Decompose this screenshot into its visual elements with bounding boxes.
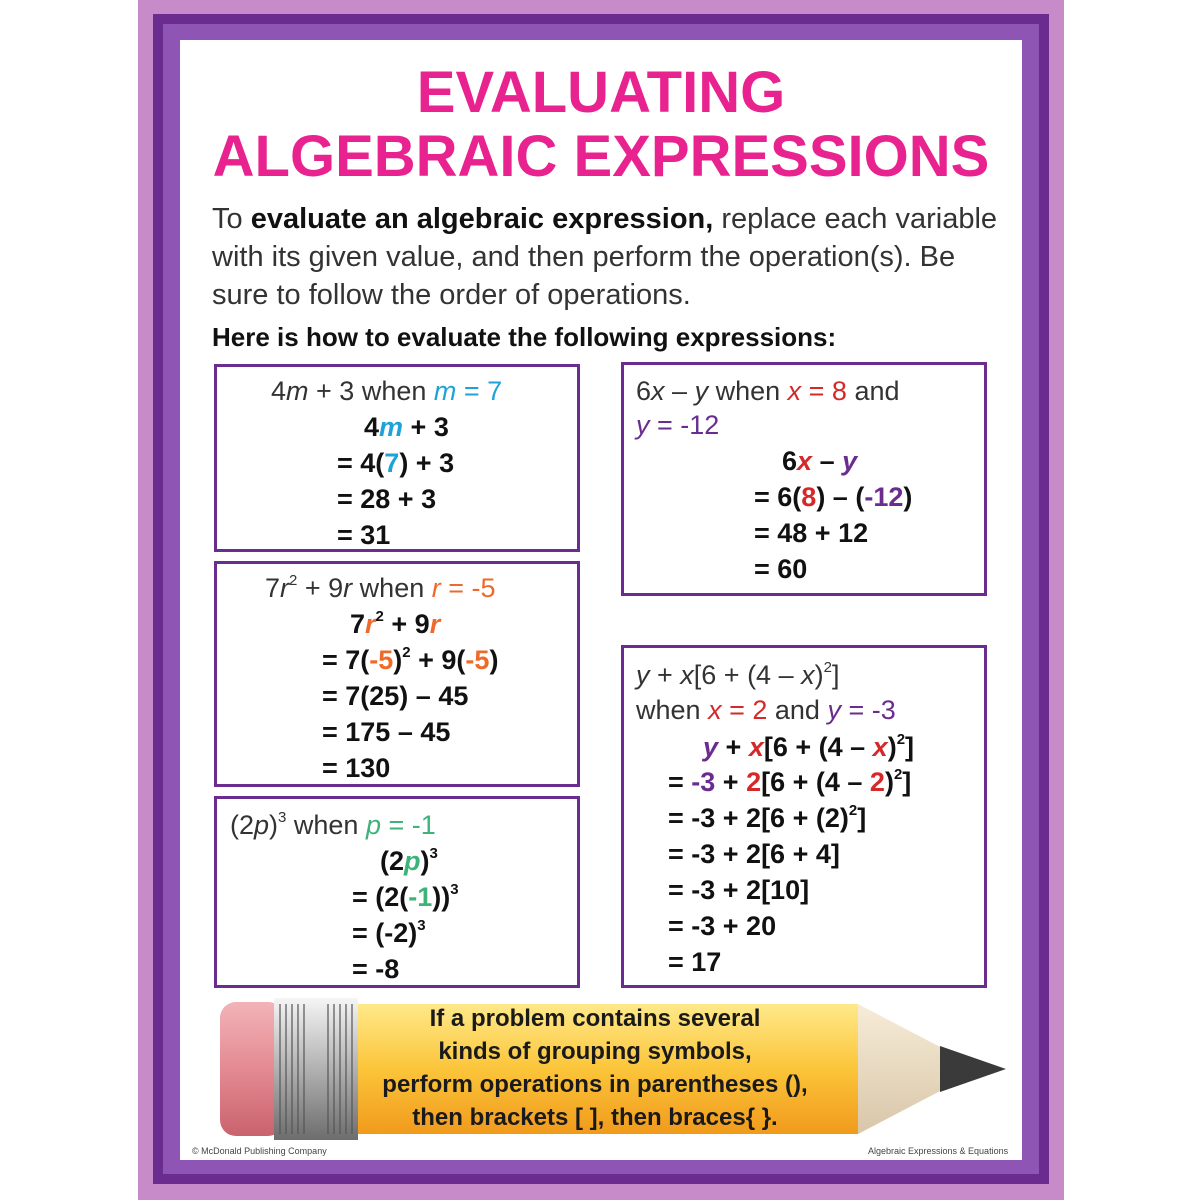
ex5-step-7: = 17 (668, 947, 722, 977)
ex1-step-1: 4m + 3 (364, 412, 449, 442)
ex2-step-5: = 130 (322, 753, 391, 783)
ex3-step-1: $(2p)^3$ (380, 845, 438, 876)
title-line-2: ALGEBRAIC EXPRESSIONS (212, 124, 990, 189)
ex2-step-4: = 175 – 45 (322, 717, 451, 747)
ex4-step-4: = 60 (754, 554, 808, 584)
ex3-step-2: = $(2(-1))^3$ (352, 881, 459, 912)
ex2-step-3: = 7(25) – 45 (322, 681, 469, 711)
grouping-symbols-tip: If a problem contains several kinds of grouping symbols, perform operations in parentheses (), then brackets [ ], then braces{ }. (382, 1005, 808, 1131)
ex1-step-3: = 28 + 3 (337, 484, 437, 514)
ex3-step-3: = $(-2)^3$ (352, 917, 426, 948)
ex3-problem: $(2p)^3$ when p = -1 (230, 809, 436, 840)
ex4-step-1: 6x – y (782, 446, 858, 476)
ex5-problem-line-2: when x = 2 and y = -3 (636, 695, 896, 725)
ex4-step-3: = 48 + 12 (754, 518, 869, 548)
ex4-problem-line-1: 6x – y when x = 8 and (636, 376, 900, 406)
ex1-step-4: = 31 (337, 520, 391, 550)
ex2-step-2: = $7(-5)^2 + 9(-5)$ (322, 644, 499, 675)
title-line-1: EVALUATING (416, 60, 786, 125)
ex5-step-3: = $-3 + 2[6 + (2)^2]$ (668, 802, 867, 833)
ex5-step-1: y + x[6 + (4 – x)$^2$] (703, 731, 915, 762)
ex5-step-5: = -3 + 2[10] (668, 875, 810, 905)
ex5-step-4: = -3 + 2[6 + 4] (668, 839, 840, 869)
intro-bold: evaluate an algebraic expression, (250, 203, 714, 235)
ex4-problem-line-2: y = -12 (636, 410, 720, 440)
ex5-step-2: = -3 + 2[6 + (4 – 2)$^2$] (668, 766, 912, 797)
footer-subject: Algebraic Expressions & Equations (868, 1146, 1009, 1156)
intro-paragraph: To evaluate an algebraic expression, replace each variable with its given value, and then perform the operation(s). Be sure to follow the order of operations. (212, 203, 998, 311)
ex5-problem-line-1: y + x[6 + (4 – x)$^2$] (636, 659, 840, 690)
ex4-step-2: = 6(8) – (-12) (754, 482, 913, 512)
footer-copyright: © McDonald Publishing Company (192, 1146, 327, 1156)
ex2-step-1: $7r^2 + 9r$ (350, 608, 441, 639)
ex1-problem: 4m + 3 when m = 7 (271, 376, 503, 406)
how-heading: Here is how to evaluate the following expressions: (212, 322, 837, 352)
ex5-step-6: = -3 + 20 (668, 911, 777, 941)
ex3-step-4: = -8 (352, 954, 400, 984)
ex1-step-2: = 4(7) + 3 (337, 448, 455, 478)
ex2-problem: $7r^2 + 9r$ when r = -5 (265, 572, 496, 603)
